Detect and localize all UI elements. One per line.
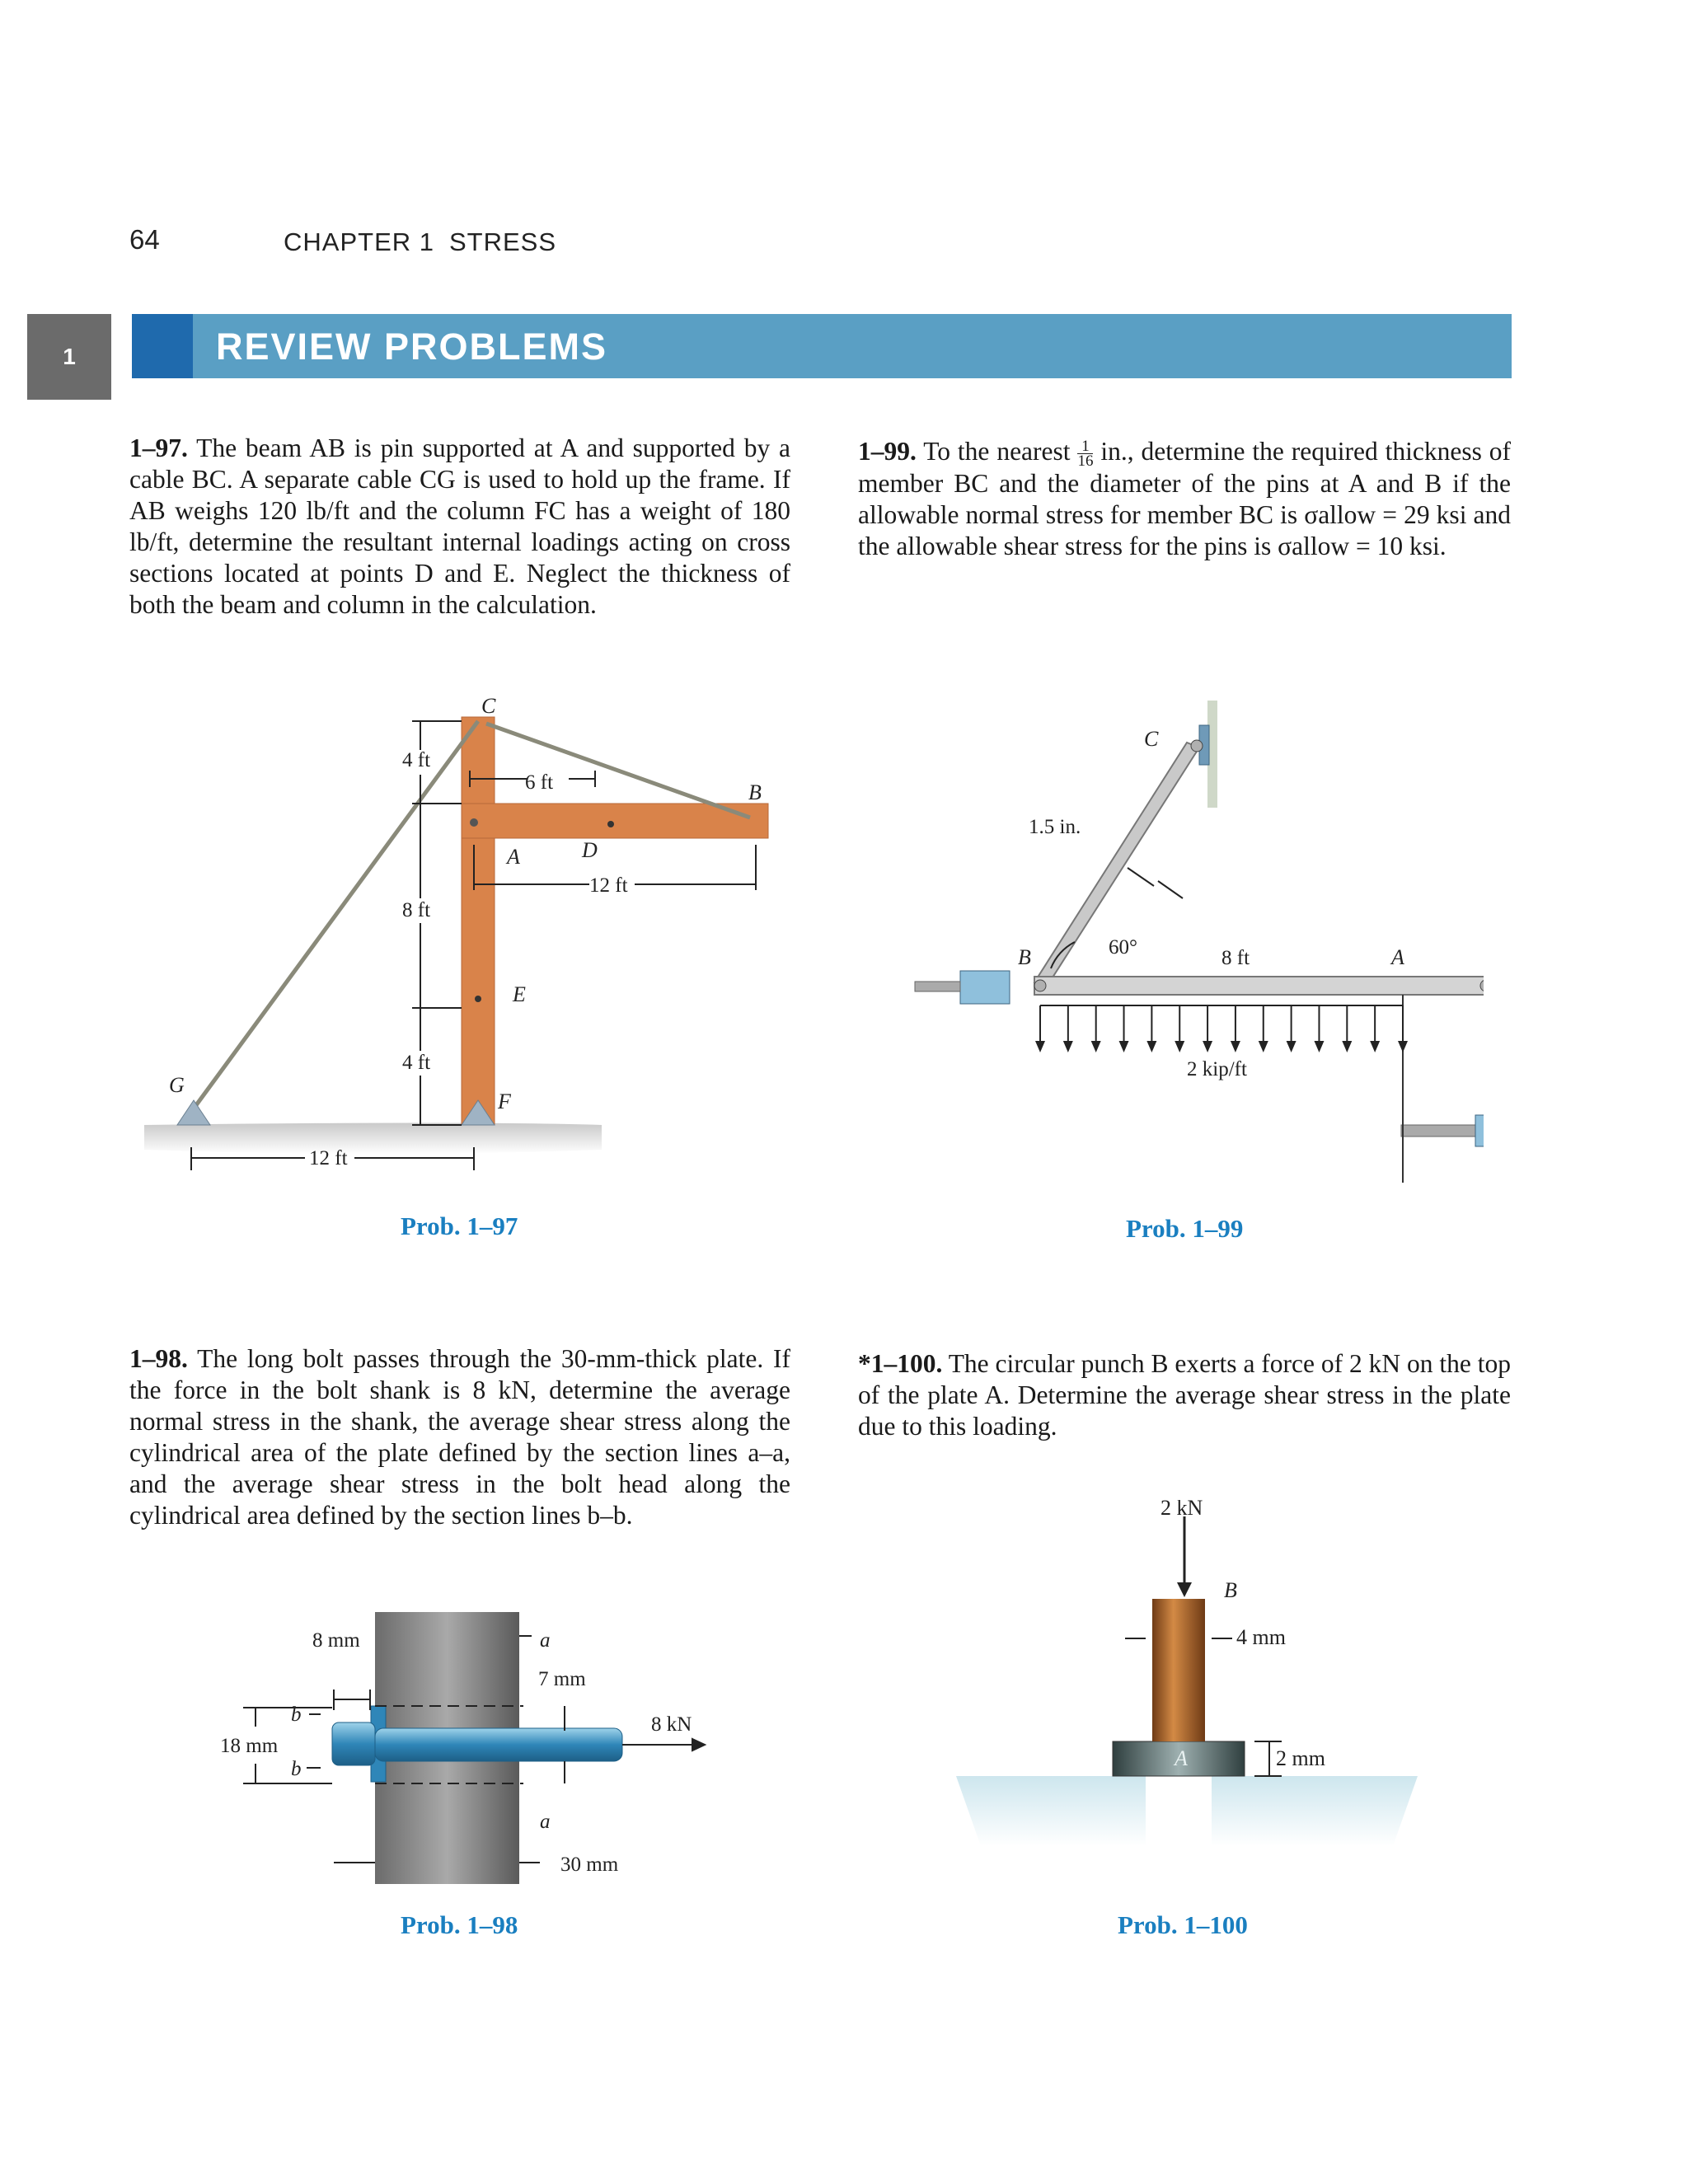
load-arrowhead [1063, 1041, 1073, 1052]
lower-bracket-rod [1401, 1125, 1484, 1137]
running-head-chapter: CHAPTER 1 [284, 227, 434, 256]
problem-text: The beam AB is pin supported at A and supported by a cable BC. A separate cable CG is used to hold up the frame. If AB weighs 120 lb/ft and the column FC has a weight of 180 lb/ft, determine the resultant internal loadings acting on cross sections located at points D and E. Neglect the thickness of both the beam and column in the calculation. [129, 434, 790, 619]
dim-4ft-bottom: 4 ft [402, 1052, 431, 1074]
dim-thickness: 1.5 in. [1029, 816, 1081, 838]
clevis-rod [915, 982, 960, 991]
problem-text-c: and the allowable shear stress for the pins is [858, 500, 1512, 561]
load-arrowhead [1146, 1041, 1156, 1052]
clevis-b [960, 971, 1010, 1004]
problem-1-97 [129, 433, 790, 621]
dim-18mm: 18 mm [220, 1735, 279, 1757]
caption-1-100: Prob. 1–100 [1118, 1910, 1248, 1939]
dim-12ft-beam: 12 ft [589, 874, 628, 897]
pin-a [470, 818, 478, 827]
problem-text-a: To the nearest [923, 437, 1071, 466]
allowable-normal-stress: σallow = 29 ksi [1304, 500, 1467, 530]
load-arrowhead [1259, 1041, 1268, 1052]
dim-4mm: 4 mm [1236, 1625, 1286, 1649]
load-arrowhead [1175, 1041, 1184, 1052]
problem-1-99 [858, 436, 1511, 562]
problem-number: 1–99. [858, 437, 917, 466]
label-c: C [1144, 727, 1159, 751]
load-arrowhead [1203, 1041, 1212, 1052]
load-arrows [1035, 1005, 1408, 1052]
section-title: REVIEW PROBLEMS [216, 326, 608, 368]
load-arrowhead [1342, 1041, 1352, 1052]
page-number: 64 [129, 224, 160, 255]
bolt-head [332, 1722, 375, 1765]
dim-8mm: 8 mm [312, 1629, 360, 1652]
running-head-section: STRESS [449, 227, 557, 256]
label-c: C [481, 694, 496, 718]
support-gap [1146, 1776, 1212, 1896]
point-d [607, 821, 614, 827]
label-b-bottom: b [291, 1758, 302, 1780]
force-8kn: 8 kN [651, 1713, 692, 1736]
label-b: B [748, 780, 762, 804]
caption-1-97: Prob. 1–97 [401, 1212, 518, 1240]
problem-1-100 [858, 1348, 1511, 1442]
dim-4ft-top: 4 ft [402, 749, 431, 771]
ground-shading [144, 1123, 602, 1155]
problem-text-b: in., determine the required thickness of member BC and the diameter of the pins at A and B if the allowable normal stress for member BC is [858, 437, 1512, 530]
label-b: B [1018, 945, 1031, 969]
load-arrowhead [1231, 1041, 1240, 1052]
figure-1-98 [210, 1599, 721, 1896]
figure-1-97 [140, 684, 799, 1179]
cable-cg [194, 721, 478, 1108]
figure-1-99 [907, 688, 1484, 1191]
punch-b [1152, 1599, 1205, 1741]
dim-7mm: 7 mm [538, 1668, 586, 1690]
dim-12ft-ground: 12 ft [309, 1147, 348, 1169]
label-b-top: b [291, 1704, 302, 1726]
label-e: E [513, 982, 526, 1006]
problem-text: The circular punch B exerts a force of 2 kN on the top of the plate A. Determine the average shear stress in the plate due to this loading. [858, 1349, 1511, 1441]
load-arrowhead [1091, 1041, 1101, 1052]
load-arrowhead [1287, 1041, 1296, 1052]
allowable-shear-stress: σallow = 10 ksi. [1278, 532, 1447, 561]
problem-number: *1–100. [858, 1349, 943, 1378]
label-a: A [1175, 1746, 1188, 1770]
thickness-arrow [1158, 881, 1183, 898]
label-f: F [498, 1090, 511, 1113]
problem-1-98 [129, 1343, 790, 1531]
dim-8ft: 8 ft [402, 899, 431, 921]
caption-1-98: Prob. 1–98 [401, 1910, 518, 1939]
label-a: A [507, 845, 520, 869]
problem-text: The long bolt passes through the 30-mm-thick plate. If the force in the bolt shank is 8 kN, determine the average normal stress in the shank, the average shear stress along the cylindrical area of the plate defined by the section lines a–a, and the average shear stress in the bolt head along the cylindrical area defined by the section lines b–b. [129, 1344, 790, 1530]
beam-ba [1034, 977, 1484, 995]
load-arrowhead [1314, 1041, 1324, 1052]
figure-1-100 [956, 1500, 1434, 1896]
bolt-shank [375, 1728, 622, 1761]
caption-1-99: Prob. 1–99 [1126, 1214, 1244, 1243]
load-arrowhead [1398, 1041, 1408, 1052]
problem-number: 1–97. [129, 434, 188, 462]
label-d: D [582, 838, 598, 862]
fraction-numerator: 1 [1077, 439, 1093, 454]
problem-number: 1–98. [129, 1344, 188, 1373]
dim-6ft: 6 ft [525, 771, 554, 794]
point-e [475, 996, 481, 1002]
fraction-denominator: 16 [1077, 452, 1094, 471]
label-a-top: a [540, 1629, 551, 1652]
chapter-tab: 1 [27, 314, 111, 400]
pin-support-g [177, 1100, 210, 1125]
load-arrowhead [1035, 1041, 1045, 1052]
force-2kn: 2 kN [1160, 1500, 1203, 1520]
label-b: B [1224, 1578, 1237, 1602]
dim-load: 2 kip/ft [1187, 1058, 1247, 1080]
load-arrowhead [1370, 1041, 1380, 1052]
thickness-arrow [1128, 868, 1154, 886]
banner-accent-square [132, 314, 193, 378]
fraction [1077, 438, 1094, 471]
dim-30mm: 30 mm [560, 1854, 619, 1876]
dim-2mm: 2 mm [1276, 1746, 1325, 1770]
label-g: G [169, 1073, 185, 1097]
lower-bracket [1475, 1115, 1484, 1146]
dim-span: 8 ft [1221, 947, 1250, 969]
pin-c [1191, 740, 1203, 752]
load-arrowhead [1119, 1041, 1129, 1052]
label-a-bottom: a [540, 1811, 551, 1833]
force-arrowhead [1177, 1582, 1192, 1597]
pin-b [1034, 980, 1046, 991]
label-a: A [1391, 945, 1404, 969]
dim-angle: 60° [1109, 936, 1137, 958]
